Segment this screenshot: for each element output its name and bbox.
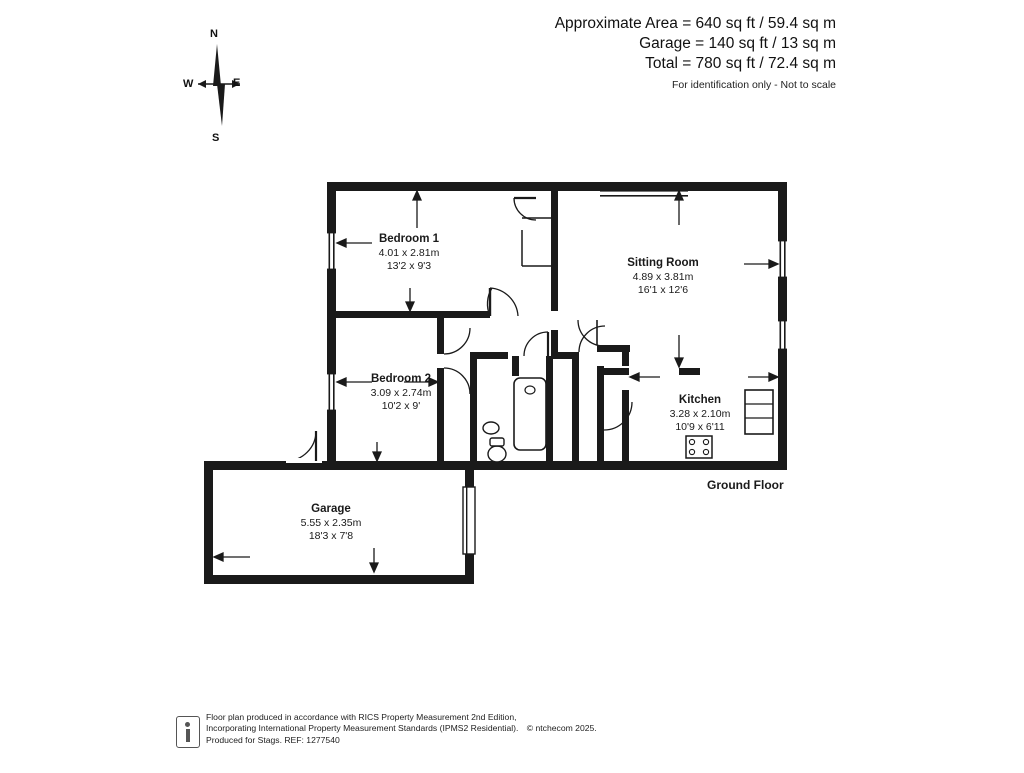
room-label-kitchen: [626, 394, 774, 434]
room-dim-metric: 3.28 x 2.10m: [669, 408, 731, 420]
footer-line-2: Incorporating International Property Measurement Standards (IPMS2 Residential).: [206, 723, 519, 734]
room-label-sitting-room: [590, 257, 736, 297]
room-dim-imperial: 13'2 x 9'3: [386, 260, 432, 272]
room-name: Bedroom 2: [370, 373, 432, 385]
total-area-line: Total = 780 sq ft / 72.4 sq m: [645, 55, 836, 72]
scale-disclaimer: For identification only - Not to scale: [672, 79, 836, 91]
room-name: Bedroom 1: [378, 233, 440, 245]
room-dim-imperial: 10'9 x 6'11: [675, 421, 725, 433]
footer-line-1: Floor plan produced in accordance with RICS Property Measurement 2nd Edition,: [206, 712, 517, 722]
room-name: Kitchen: [678, 394, 722, 406]
floor-title: Ground Floor: [707, 478, 784, 492]
compass-label-east: E: [233, 77, 241, 89]
room-label-bedroom-1: [336, 233, 482, 273]
room-dim-metric: 4.89 x 3.81m: [632, 271, 694, 283]
room-dim-imperial: 10'2 x 9': [381, 400, 421, 412]
footer: [176, 712, 796, 746]
room-label-bedroom-2: [328, 373, 474, 413]
room-dim-imperial: 16'1 x 12'6: [637, 284, 689, 296]
garage-area-line: Garage = 140 sq ft / 13 sq m: [639, 35, 836, 52]
room-dim-metric: 3.09 x 2.74m: [370, 387, 432, 399]
room-name: Garage: [311, 503, 351, 515]
person-icon: [176, 716, 200, 748]
footer-copyright: © ntchecom 2025.: [526, 723, 597, 734]
compass-label-south: S: [212, 132, 220, 144]
room-label-garage: [258, 503, 404, 543]
compass-label-west: W: [183, 78, 194, 90]
room-dim-imperial: 18'3 x 7'8: [308, 530, 354, 542]
room-name: Sitting Room: [627, 257, 699, 269]
compass-label-north: N: [210, 28, 218, 40]
footer-line-2-wrap: [206, 723, 796, 734]
room-dim-metric: 5.55 x 2.35m: [300, 517, 362, 529]
footer-line-3: Produced for Stags. REF: 1277540: [206, 734, 340, 745]
approximate-area-line: Approximate Area = 640 sq ft / 59.4 sq m: [554, 15, 836, 32]
room-dim-metric: 4.01 x 2.81m: [378, 247, 440, 259]
